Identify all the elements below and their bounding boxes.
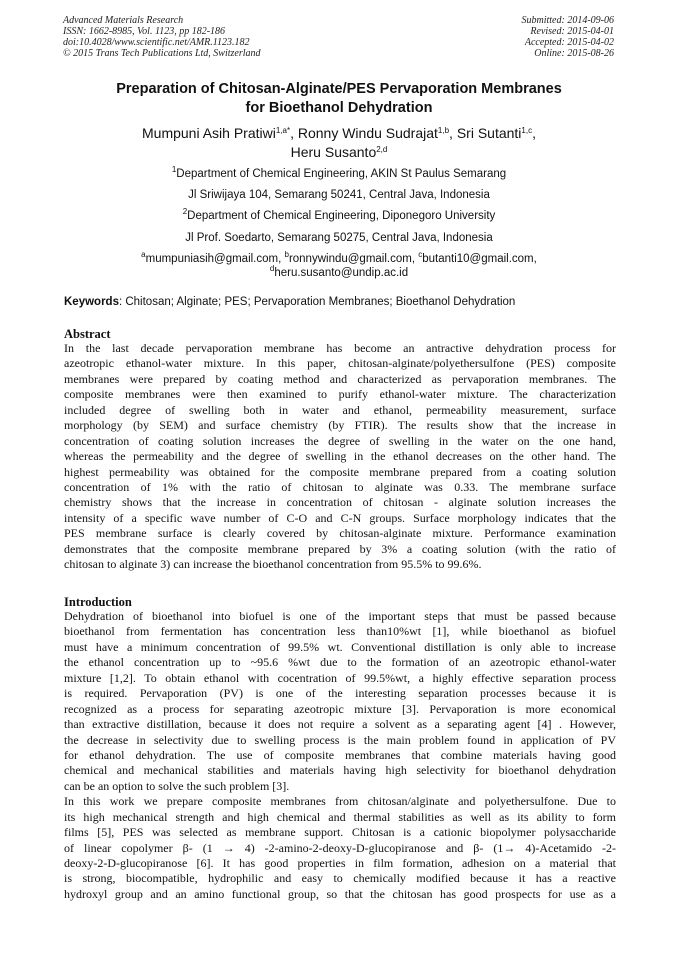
text-line: the ethanol concentration up to ~95.6 %wt due to the formation of an azeotropic ethanol-water [64,655,616,670]
authors-line-2 [60,143,618,162]
abstract-body [64,341,616,573]
text-line: mixture [1,2]. To obtain ethanol with cocentration of 99.5%wt, a highly effective separation process [64,670,616,685]
journal-info [63,15,261,59]
keywords-text: : Chitosan; Alginate; PES; Pervaporation Membranes; Bioethanol Dehydration [118,296,516,308]
text-line: chemical and mechanical stabilities and materials having high selectivity for bioethanol dehydration [64,763,616,778]
email-line-2 [60,266,618,281]
text-line: composite membranes were then examined to purify ethanol-water mixture. The characterization [64,387,616,402]
email-d-marker: d [269,264,275,273]
text-line: is required. Pervaporation (PV) is one of the interesting separation processes because it is [64,686,616,701]
email-b-marker: b [284,250,289,259]
text-line: highest permeability was obtained for the composite membrane prepared from a coating solution [64,464,616,479]
text-line: concentration of coating solution increases the degree of swelling in the water on the one hand, [64,433,616,448]
text-line: azeotropic ethanol-water mixture. In this paper, chitosan-alginate/polyethersulfone (PES) composite [64,356,616,371]
submitted-date: Submitted: 2014-09-06 [521,15,614,26]
paper-title [60,80,618,118]
issn: ISSN: 1662-8985, Vol. 1123, pp 182-186 [63,26,226,37]
author-list [60,124,618,162]
publication-dates [522,15,615,59]
doi: doi:10.4028/www.scientific.net/AMR.1123.182 [63,37,250,48]
text-line: whereas the permeability and the degree of swelling in the ethanol decreases on the other hand. The [64,449,616,464]
text-line: In this work we prepare composite membranes from chitosan/alginate and polyethersulfone. Due to [64,794,616,809]
revised-date: Revised: 2015-04-01 [530,26,614,37]
email-c-marker: c [418,250,423,259]
text-line: is strong, biocompatible, hydrophilic and easy to chemically modified because it has a reactive [64,871,616,886]
author-3-affiliation: 1,c [521,126,533,135]
affiliation-1-address: Jl Sriwijaya 104, Semarang 50241, Central Java, Indonesia [188,189,490,201]
online-date: Online: 2015-08-26 [534,48,614,59]
affiliation-2-marker: 2 [182,207,188,216]
introduction-body [64,609,616,902]
author-separator-end: , [532,125,536,141]
author-4: Heru Susanto [290,144,377,160]
text-line: intensity of a specific wave number of C-O and C-N groups. Surface morphology indicates that the [64,510,616,525]
text-line: the decrease in selectivity due to swelling process is the main problem found in application of PV [64,732,616,747]
introduction-heading: Introduction [64,595,132,609]
text-line: bioethanol from fermentation has concentration less than10%wt [1], while bioethanol as biofuel [64,624,616,639]
keywords-label: Keywords [64,296,119,308]
text-line: hydroxyl group and an amino functional group, so that the chitosan has good prospects for use as a [64,886,616,901]
text-line: morphology (by SEM) and surface chemistry (by FTIR). The results show that the increase in [64,418,616,433]
accepted-date: Accepted: 2015-04-02 [524,37,614,48]
author-separator: , [290,125,298,141]
author-2: Ronny Windu Sudrajat [297,125,438,141]
text-line: of linear copolymer β- (1 → 4) -2-amino-2-deoxy-D-glucopiranose and β- (1→ 4)-Acetamido -2- [64,840,616,855]
text-line: chitosan to alginate 3) can increase the bioethanol concentration from 95.5% to 99.6%. [64,557,482,572]
text-line: than extractive distillation, because it does not require a solvent as a separating agent [4] . However, [64,717,616,732]
affiliation-2-address: Jl Prof. Soedarto, Semarang 50275, Central Java, Indonesia [185,232,493,244]
email-a[interactable]: mumpuniasih@gmail.com, [145,253,285,265]
email-c[interactable]: butanti10@gmail.com, [422,253,537,265]
text-line: recognized as a process for separating azeotropic mixture [3]. Pervaporation is more economical [64,701,616,716]
text-line: films [5], PES was selected as membrane support. Chitosan is a cationic biopolymer polysaccharide [64,825,616,840]
text-line: Dehydration of bioethanol into biofuel is one of the important steps that must be passed because [64,609,616,623]
text-line: PES membrane surface is clearly covered by chitosan-alginate mixture. Performance examination [64,526,616,541]
author-1: Mumpuni Asih Pratiwi [142,125,276,141]
affiliation-1-marker: 1 [171,165,177,174]
text-line: chemistry shows that the increase in concentration of chitosan - alginate solution increases the [64,495,616,510]
text-line: its high mechanical strength and high chemical and thermal stabilities as well as its ability to form [64,809,616,824]
author-separator: , [449,125,457,141]
text-line: concentration of 1% with the ratio of chitosan to alginate was 0.33. The membrane surface [64,479,616,494]
email-b[interactable]: ronnywindu@gmail.com, [288,253,419,265]
affiliation-1 [60,167,618,182]
title-line-1: Preparation of Chitosan-Alginate/PES Pervaporation Membranes [116,81,562,97]
abstract-heading: Abstract [64,327,111,341]
author-2-affiliation: 1,b [437,126,450,135]
text-line: must have a minimum concentration of 99.5% wt. Conventional distillation is only able to increase [64,639,616,654]
text-line: can be an option to solve the such problem [3]. [64,778,290,793]
text-line: included degree of swelling both in water and ethanol, permeability measurement, surface [64,402,616,417]
text-line: In the last decade pervaporation membrane has become an antractive dehydration process for [64,341,616,355]
copyright: © 2015 Trans Tech Publications Ltd, Switzerland [63,48,261,59]
text-line: membranes were prepared by coating method and characterized as pervaporation membranes. The [64,371,616,386]
email-a-marker: a [141,250,146,259]
authors-line-1 [60,124,618,143]
email-d[interactable]: heru.susanto@undip.ac.id [274,267,409,279]
text-line: demonstrates that the composite membrane prepared by 3% a coating solution (with the ratio of [64,541,616,556]
author-4-affiliation: 2,d [376,145,388,154]
journal-name: Advanced Materials Research [63,15,184,26]
affiliation-1-name: Department of Chemical Engineering, AKIN St Paulus Semarang [176,168,507,180]
author-3: Sri Sutanti [456,125,522,141]
email-line-1 [60,252,618,267]
title-line-2: for Bioethanol Dehydration [245,100,433,116]
text-line: deoxy-2-D-glucopiranose [6]. It has good properties in film formation, adhesion on a material that [64,856,616,870]
affiliation-2 [60,209,618,224]
keywords [64,295,616,310]
text-line: for ethanol dehydration. The use of composite membranes that combine materials having good [64,747,616,762]
affiliation-2-name: Department of Chemical Engineering, Diponegoro University [187,210,496,222]
author-1-affiliation: 1,a* [275,126,291,135]
